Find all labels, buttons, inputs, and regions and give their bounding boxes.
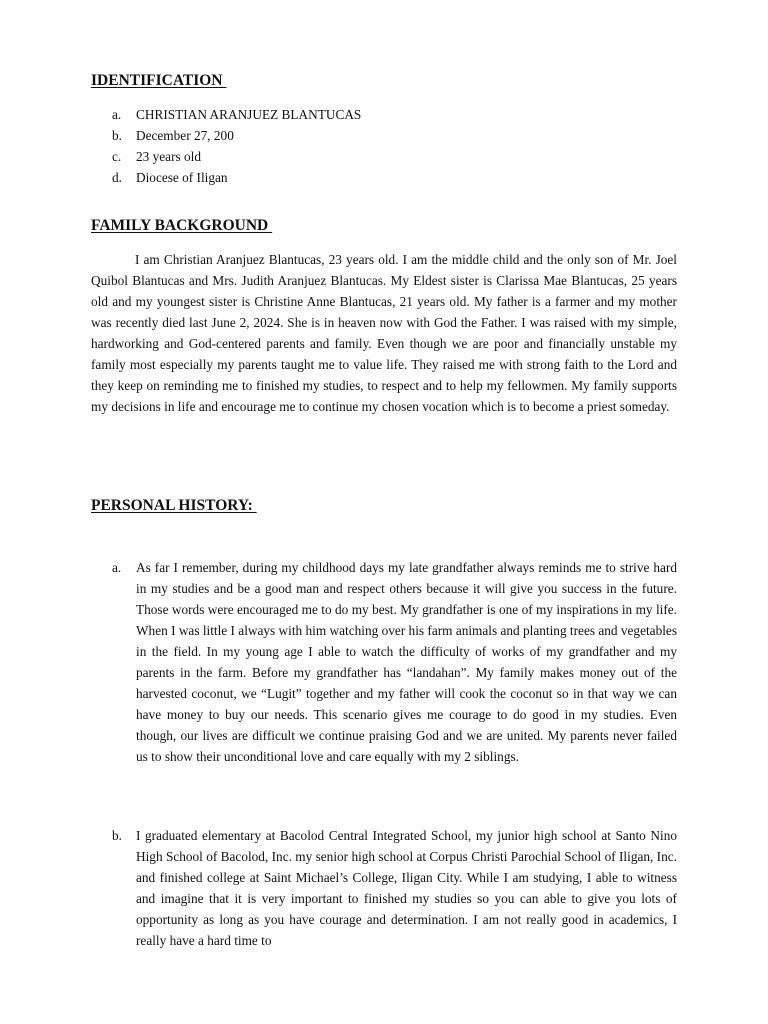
list-marker: b.: [112, 828, 122, 843]
list-marker: c.: [112, 149, 122, 164]
personal-history-heading: PERSONAL HISTORY:: [91, 497, 257, 514]
history-paragraph-a: As far I remember, during my childhood days my late grandfather always reminds me to strive hard in my studies and be a good man and respect others because it will give you success in the future. Those words were encouraged me to do my best. My grandfather is one of my inspirations in my life. When I was little I always with him watching over his farm animals and planting trees and vegetables in the field. In my young age I able to watch the difficulty of works of my grandfather and my parents in the farm. Before my grandfather has “landahan”. My family makes money out of the harvested coconut, we “Lugit” together and my father will cook the coconut so in that way we can have money to buy our needs. This scenario gives me courage to do good in my studies. Even though, our lives are difficult we continue praising God and we are united. My parents never failed us to show their unconditional love and care equally with my 2 siblings.: [136, 560, 677, 764]
list-item: [112, 557, 677, 788]
name-value: CHRISTIAN ARANJUEZ BLANTUCAS: [136, 107, 362, 122]
list-marker: d.: [112, 170, 122, 185]
identification-list: [112, 104, 361, 188]
list-marker: a.: [112, 560, 122, 575]
list-item: [112, 146, 361, 167]
list-item: [112, 825, 677, 972]
family-background-heading: FAMILY BACKGROUND: [91, 217, 273, 234]
diocese-value: Diocese of Iligan: [136, 170, 228, 185]
age-value: 23 years old: [136, 149, 201, 164]
list-marker: a.: [112, 107, 122, 122]
identification-heading: IDENTIFICATION: [91, 72, 227, 89]
list-item: [112, 125, 361, 146]
birthdate-value: December 27, 200: [136, 128, 234, 143]
family-background-paragraph: I am Christian Aranjuez Blantucas, 23 years old. I am the middle child and the only son of Mr. Joel Quibol Blantucas and Mrs. Judith Aranjuez Blantucas. My Eldest sister is Clarissa Mae Blantucas, 25 years old and my youngest sister is Christine Anne Blantucas, 21 years old. My father is a farmer and my mother was recently died last June 2, 2024. She is in heaven now with God the Father. I was raised with my simple, hardworking and God-centered parents and family. Even though we are poor and financially unstable my family most especially my parents taught me to value life. They raised me with strong faith to the Lord and they keep on reminding me to finished my studies, to respect and to help my fellowmen. My family supports my decisions in life and encourage me to continue my chosen vocation which is to become a priest someday.: [91, 252, 677, 414]
list-marker: b.: [112, 128, 122, 143]
list-item: [112, 104, 361, 125]
history-paragraph-b: I graduated elementary at Bacolod Central Integrated School, my junior high school at Santo Nino High School of Bacolod, Inc. my senior high school at Corpus Christi Parochial School of Iligan, Inc. and finished college at Saint Michael’s College, Iligan City. While I am studying, I able to witness and imagine that it is very important to finished my studies so you can able to give you lots of opportunity as long as you have courage and determination. I am not really good in academics, I really have a hard time to: [136, 828, 677, 948]
list-item: [112, 167, 361, 188]
